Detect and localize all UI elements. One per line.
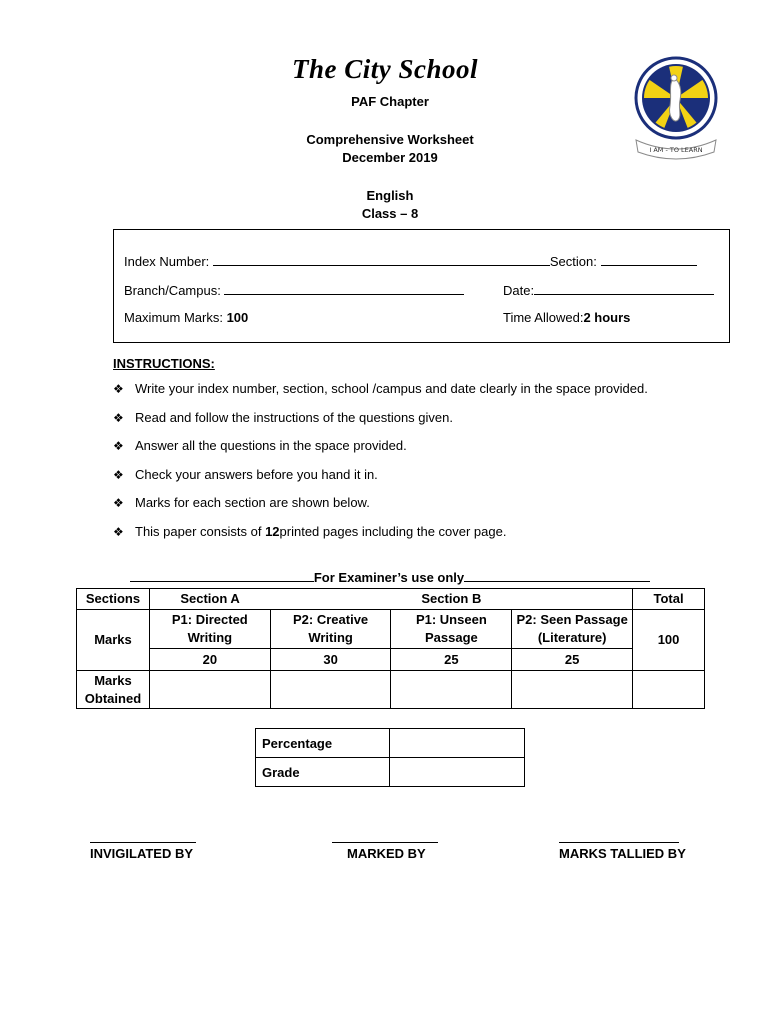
school-name: The City School xyxy=(291,54,478,84)
percentage-label: Percentage xyxy=(256,729,390,758)
part-unseen-passage: P1: Unseen Passage xyxy=(391,610,512,649)
part-directed-writing: P1: Directed Writing xyxy=(149,610,270,649)
max-marks-value: 100 xyxy=(226,310,249,325)
date-row xyxy=(503,282,714,298)
grade-cell[interactable] xyxy=(389,758,524,787)
instruction-item: ❖ Answer all the questions in the space provided. xyxy=(113,436,753,465)
marked-signature-line[interactable] xyxy=(332,842,438,843)
subject: English xyxy=(366,188,414,203)
obtained-total-cell[interactable] xyxy=(633,671,705,709)
instruction-item: ❖ Check your answers before you hand it in. xyxy=(113,465,753,494)
diamond-bullet-icon: ❖ xyxy=(113,467,124,482)
instruction-item: ❖ Read and follow the instructions of the questions given. xyxy=(113,408,753,437)
logo-motto: I AM - TO LEARN xyxy=(649,146,703,154)
branch-label: Branch/Campus: xyxy=(124,283,221,298)
marks-creative-writing: 30 xyxy=(270,649,391,671)
index-number-field[interactable] xyxy=(213,253,550,266)
max-marks-row xyxy=(77,649,705,671)
time-allowed-row xyxy=(503,310,630,325)
marked-by-label: MARKED BY xyxy=(347,846,426,861)
obtained-directed-writing-cell[interactable] xyxy=(149,671,270,709)
instructions-list xyxy=(113,379,753,551)
percentage-cell[interactable] xyxy=(389,729,524,758)
instruction-pages-text: This paper consists of 12printed pages including the cover page. xyxy=(135,523,507,539)
diamond-bullet-icon: ❖ xyxy=(113,524,124,539)
invigilated-by-label: INVIGILATED BY xyxy=(90,846,194,861)
instruction-item: ❖ Write your index number, section, school /campus and date clearly in the space provided. xyxy=(113,379,753,408)
max-marks-row xyxy=(124,310,248,325)
sections-row xyxy=(77,589,705,610)
date-label: Date: xyxy=(503,283,535,298)
branch-row xyxy=(124,282,464,298)
tallied-signature-line[interactable] xyxy=(559,842,679,843)
branch-field[interactable] xyxy=(224,282,464,295)
diamond-bullet-icon: ❖ xyxy=(113,410,124,425)
diamond-bullet-icon: ❖ xyxy=(113,496,124,511)
marks-obtained-label: Marks Obtained xyxy=(77,671,150,709)
diamond-bullet-icon: ❖ xyxy=(113,439,124,454)
school-logo xyxy=(628,54,724,162)
diamond-bullet-icon: ❖ xyxy=(113,382,124,396)
marks-directed-writing: 20 xyxy=(149,649,270,671)
part-seen-passage: P2: Seen Passage (Literature) xyxy=(512,610,633,649)
marks-obtained-row xyxy=(77,671,705,709)
date-field[interactable] xyxy=(534,282,714,295)
marks-label: Marks xyxy=(77,610,150,671)
chapter-name: PAF Chapter xyxy=(351,94,429,109)
obtained-seen-passage-cell[interactable] xyxy=(512,671,633,709)
time-allowed-value: 2 hours xyxy=(583,310,631,325)
total-label: Total xyxy=(633,589,705,610)
grade-row xyxy=(256,758,525,787)
total-marks-value: 100 xyxy=(633,610,705,671)
instructions-title: INSTRUCTIONS: xyxy=(113,356,215,371)
time-allowed-label: Time Allowed: xyxy=(503,310,584,325)
section-label: Section: xyxy=(549,254,597,269)
parts-row xyxy=(77,610,705,649)
grade-label: Grade xyxy=(256,758,390,787)
instruction-item: ❖ Marks for each section are shown below. xyxy=(113,493,753,522)
section-a-label: Section A xyxy=(149,589,270,610)
grade-table xyxy=(255,728,525,787)
student-info-box xyxy=(113,229,730,343)
marks-tallied-by-label: MARKS TALLIED BY xyxy=(559,846,686,861)
marks-unseen-passage: 25 xyxy=(391,649,512,671)
school-crest-icon xyxy=(628,54,724,162)
index-number-row xyxy=(124,253,697,269)
sections-label: Sections xyxy=(77,589,150,610)
section-b-label: Section B xyxy=(391,589,512,610)
obtained-creative-writing-cell[interactable] xyxy=(270,671,391,709)
invigilated-signature-line[interactable] xyxy=(90,842,196,843)
index-number-label: Index Number: xyxy=(124,254,210,269)
max-marks-label: Maximum Marks: xyxy=(124,310,223,325)
part-creative-writing: P2: Creative Writing xyxy=(270,610,391,649)
worksheet-date: December 2019 xyxy=(342,150,438,165)
obtained-unseen-passage-cell[interactable] xyxy=(391,671,512,709)
class-label: Class – 8 xyxy=(361,206,419,221)
section-field[interactable] xyxy=(601,253,697,266)
instruction-item xyxy=(113,522,753,551)
marks-table xyxy=(76,588,705,709)
percentage-row xyxy=(256,729,525,758)
examiner-heading: For Examiner’s use only xyxy=(0,570,770,585)
worksheet-title: Comprehensive Worksheet xyxy=(306,132,474,147)
marks-seen-passage: 25 xyxy=(512,649,633,671)
